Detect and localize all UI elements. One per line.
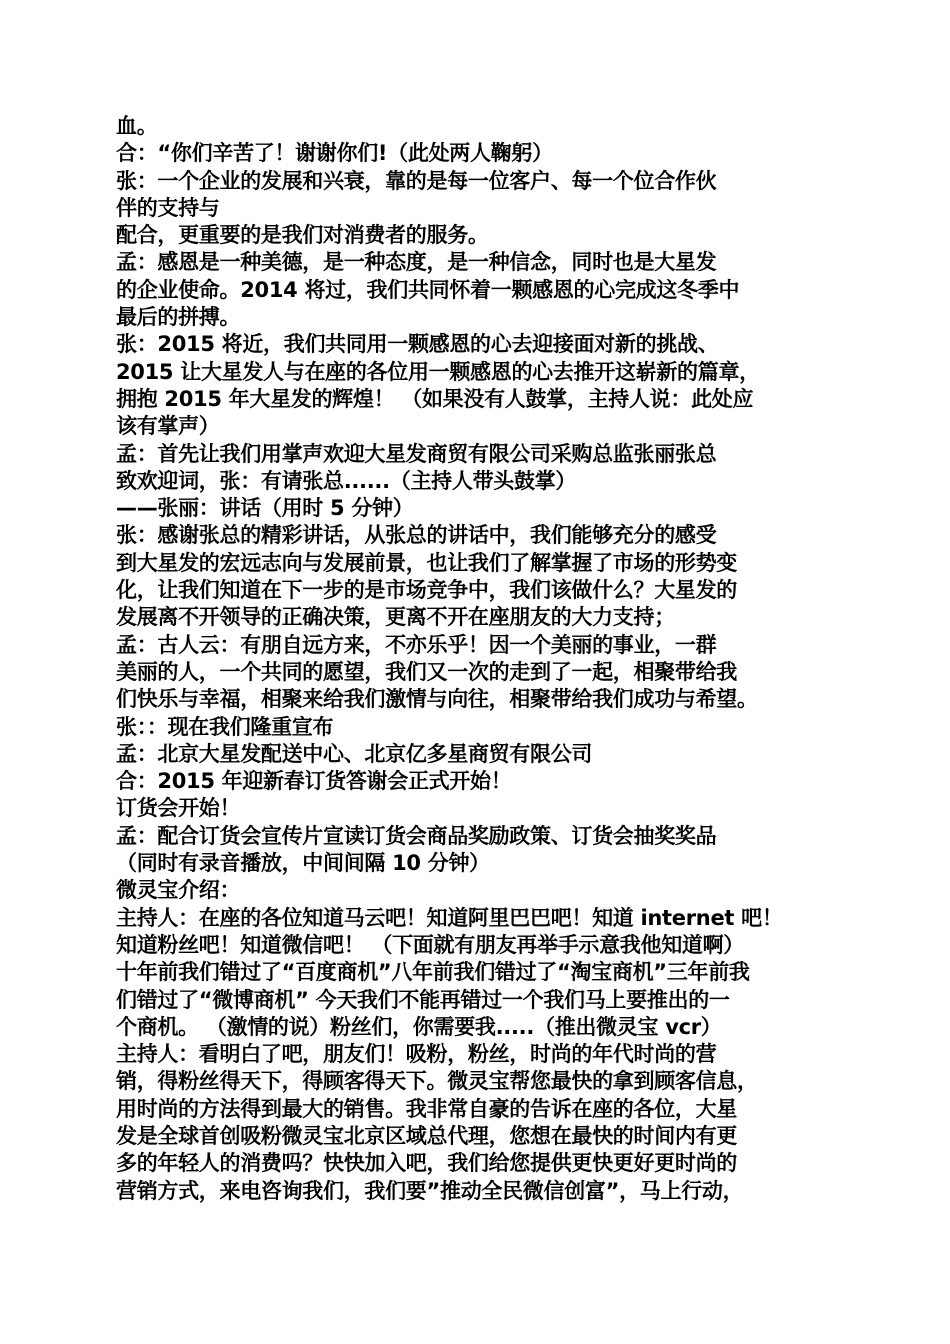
text-line: 十年前我们错过了“百度商机”八年前我们错过了“淘宝商机”三年前我	[116, 960, 750, 985]
text-line: 多的年轻人的消费吗？快快加入吧，我们给您提供更快更好更时尚的	[116, 1151, 737, 1176]
text-line: 最后的拼搏。	[116, 305, 241, 330]
text-line: 张：感谢张总的精彩讲话，从张总的讲话中，我们能够充分的感受	[116, 523, 717, 548]
text-line: 张：一个企业的发展和兴衰，靠的是每一位客户、每一个位合作伙	[116, 168, 717, 193]
text-line: 合：2015 年迎新春订货答谢会正式开始！	[116, 769, 512, 794]
text-line: 2015 让大星发人与在座的各位用一颗感恩的心去推开这崭新的篇章，	[116, 359, 760, 384]
text-line: 订货会开始！	[116, 796, 241, 821]
text-line: 个商机。 （激情的说）粉丝们，你需要我.....（推出微灵宝 vcr）	[116, 1014, 722, 1039]
text-line: 的企业使命。2014 将过，我们共同怀着一颗感恩的心完成这冬季中	[116, 277, 740, 302]
text-line: 知道粉丝吧！知道微信吧！ （下面就有朋友再举手示意我他知道啊）	[116, 932, 745, 957]
text-line: 孟：古人云：有朋自远方来，不亦乐乎！因一个美丽的事业，一群	[116, 632, 717, 657]
text-line: 孟：北京大星发配送中心、北京亿多星商贸有限公司	[116, 741, 593, 766]
text-line: 血。	[116, 114, 158, 138]
text-line: 孟：配合订货会宣传片宣读订货会商品奖励政策、订货会抽奖奖品	[116, 823, 717, 848]
text-line: 们快乐与幸福，相聚来给我们激情与向往，相聚带给我们成功与希望。	[116, 687, 758, 712]
text-line: 伴的支持与	[116, 195, 220, 220]
text-line: 发展离不开领导的正确决策，更离不开在座朋友的大力支持；	[116, 605, 675, 630]
text-line: 销，得粉丝得天下，得顾客得天下。微灵宝帮您最快的拿到顾客信息，	[116, 1069, 758, 1094]
text-line: 致欢迎词，张：有请张总......（主持人带头鼓掌）	[116, 468, 577, 493]
text-line: 孟：首先让我们用掌声欢迎大星发商贸有限公司采购总监张丽张总	[116, 441, 717, 466]
text-line: 发是全球首创吸粉微灵宝北京区域总代理，您想在最快的时间内有更	[116, 1123, 737, 1148]
text-line: 该有掌声）	[116, 414, 220, 439]
text-line: 拥抱 2015 年大星发的辉煌！ （如果没有人鼓掌，主持人说：此处应	[116, 386, 754, 411]
text-line: 美丽的人，一个共同的愿望，我们又一次的走到了一起，相聚带给我	[116, 659, 737, 684]
text-line: 到大星发的宏远志向与发展前景，也让我们了解掌握了市场的形势变	[116, 550, 737, 575]
document-body	[116, 113, 846, 1205]
text-line: 孟：感恩是一种美德，是一种态度，是一种信念，同时也是大星发	[116, 250, 717, 275]
text-line: 张：2015 将近，我们共同用一颗感恩的心去迎接面对新的挑战、	[116, 332, 719, 357]
text-line: 主持人：看明白了吧，朋友们！吸粉，粉丝，时尚的年代时尚的营	[116, 1042, 717, 1067]
text-line: 们错过了“微博商机” 今天我们不能再错过一个我们马上要推出的一	[116, 987, 730, 1012]
text-line: 配合，更重要的是我们对消费者的服务。	[116, 223, 489, 248]
text-line: 张：：现在我们隆重宣布	[116, 714, 334, 739]
text-line: 微灵宝介绍：	[116, 878, 241, 903]
text-line: ——张丽：讲话（用时 5 分钟）	[116, 496, 414, 521]
text-line: 化，让我们知道在下一步的是市场竞争中，我们该做什么？大星发的	[116, 578, 737, 603]
text-line: 主持人：在座的各位知道马云吧！知道阿里巴巴吧！知道 internet 吧！	[116, 905, 783, 930]
text-line: 营销方式，来电咨询我们，我们要”推动全民微信创富”，马上行动，	[116, 1178, 744, 1203]
text-line: 用时尚的方法得到最大的销售。我非常自豪的告诉在座的各位，大星	[116, 1096, 737, 1121]
text-line: （同时有录音播放，中间间隔 10 分钟）	[116, 851, 490, 876]
text-line: 合：“你们辛苦了！谢谢你们!（此处两人鞠躬）	[116, 141, 553, 166]
